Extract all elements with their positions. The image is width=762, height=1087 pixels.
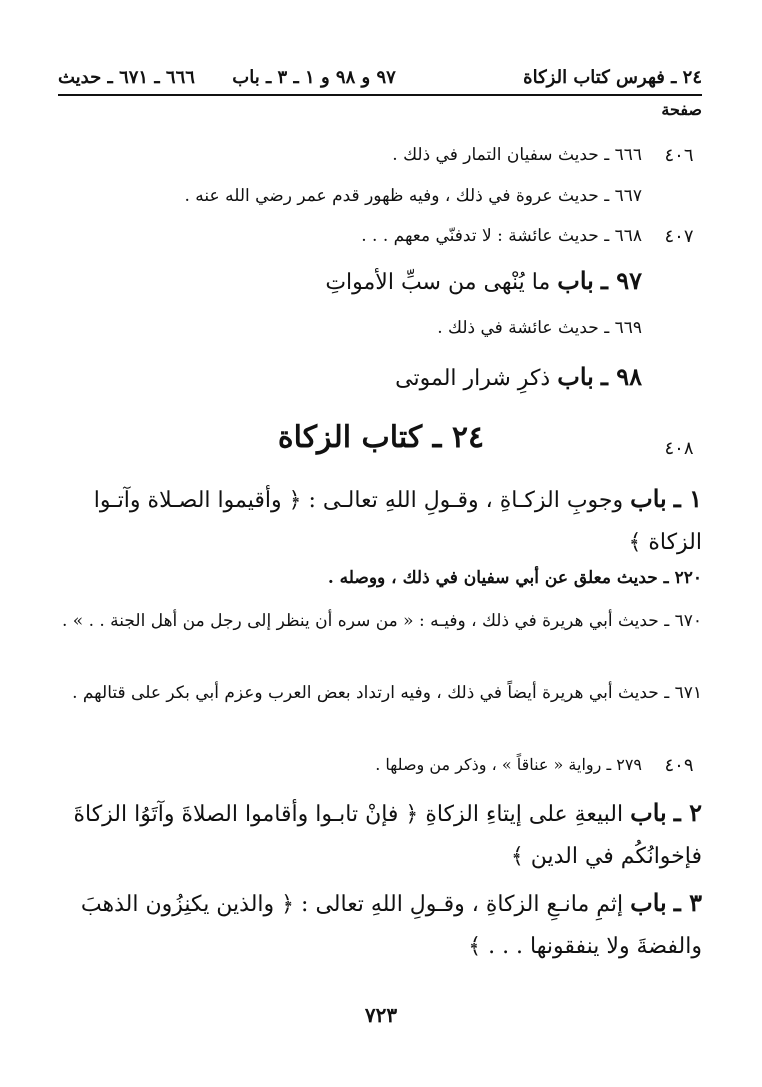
- bab-number: ٢ ـ: [673, 798, 702, 827]
- bab-title: إثمِ مانـعِ الزكاةِ ، وقـولِ اللهِ تعالى : ﴿ والذين يكنِزُون الذهبَ والفضةَ ولا ينفقونها . . . ﴾: [80, 892, 702, 959]
- header-book-title: ٢٤ ـ فهرس كتاب الزكاة: [523, 66, 702, 88]
- bab-title: البيعةِ على إيتاءِ الزكاةِ ﴿ فإنْ تابـوا وأقاموا الصلاةَ وآتَوُا الزكاةَ فإخوانُكُم في الدين ﴾: [73, 802, 702, 869]
- bab-number: ١ ـ: [673, 484, 702, 513]
- hadith-entry: ٢٧٩ ـ رواية « عناقاً » ، وذكر من وصلها .: [375, 755, 642, 774]
- bab-heading: [58, 882, 702, 968]
- bab-word: باب: [557, 362, 594, 391]
- bab-heading: [325, 266, 642, 295]
- bab-word: باب: [630, 484, 667, 513]
- bab-heading: [395, 362, 642, 391]
- header-chapters-range: ٩٧ و ٩٨ و ١ ـ ٣ ـ باب: [232, 66, 396, 88]
- bab-heading: [58, 792, 702, 878]
- bab-title: ذكرِ شرار الموتى: [395, 366, 551, 391]
- page-number: ٧٢٣: [364, 1003, 398, 1027]
- page-ref: ٤٠٨: [664, 438, 694, 459]
- bab-word: باب: [630, 798, 667, 827]
- hadith-entry: ٦٦٩ ـ حديث عائشة في ذلك .: [437, 318, 642, 338]
- bab-word: باب: [557, 266, 594, 295]
- bab-number: ٩٧ ـ: [600, 266, 642, 295]
- hadith-entry: ٢٢٠ ـ حديث معلق عن أبي سفيان في ذلك ، ووصله .: [327, 568, 702, 588]
- bab-number: ٩٨ ـ: [600, 362, 642, 391]
- book-title: ٢٤ ـ كتاب الزكاة: [277, 420, 485, 455]
- bab-title: ما يُنْهى من سبِّ الأمواتِ: [325, 270, 551, 295]
- page-ref: ٤٠٧: [664, 226, 694, 247]
- hadith-entry: ٦٧٠ ـ حديث أبي هريرة في ذلك ، وفيـه : « من سره أن ينظر إلى رجل من أهل الجنة . . » .: [61, 611, 702, 631]
- header-hadith-range: ٦٦٦ ـ ٦٧١ ـ حديث: [58, 66, 195, 88]
- header-rule: [58, 94, 702, 96]
- page-ref: ٤٠٦: [664, 145, 694, 166]
- running-header: [58, 62, 702, 92]
- hadith-entry: ٦٦٧ ـ حديث عروة في ذلك ، وفيه ظهور قدم عمر رضي الله عنه .: [184, 186, 642, 206]
- hadith-entry: ٦٦٨ ـ حديث عائشة : لا تدفنّي معهم . . .: [361, 226, 642, 246]
- bab-heading: [58, 478, 702, 564]
- bab-word: باب: [630, 888, 667, 917]
- bab-number: ٣ ـ: [673, 888, 702, 917]
- page-ref: ٤٠٩: [664, 755, 694, 776]
- hadith-entry: ٦٦٦ ـ حديث سفيان التمار في ذلك .: [392, 145, 642, 165]
- hadith-entry: ٦٧١ ـ حديث أبي هريرة أيضاً في ذلك ، وفيه ارتداد بعض العرب وعزم أبي بكر على قتالهم .: [72, 683, 702, 703]
- page-column-label: صفحة: [661, 100, 702, 119]
- bab-title: وجوبِ الزكـاةِ ، وقـولِ اللهِ تعالـى : ﴿ وأقيموا الصـلاة وآتـوا الزكاة ﴾: [93, 488, 702, 555]
